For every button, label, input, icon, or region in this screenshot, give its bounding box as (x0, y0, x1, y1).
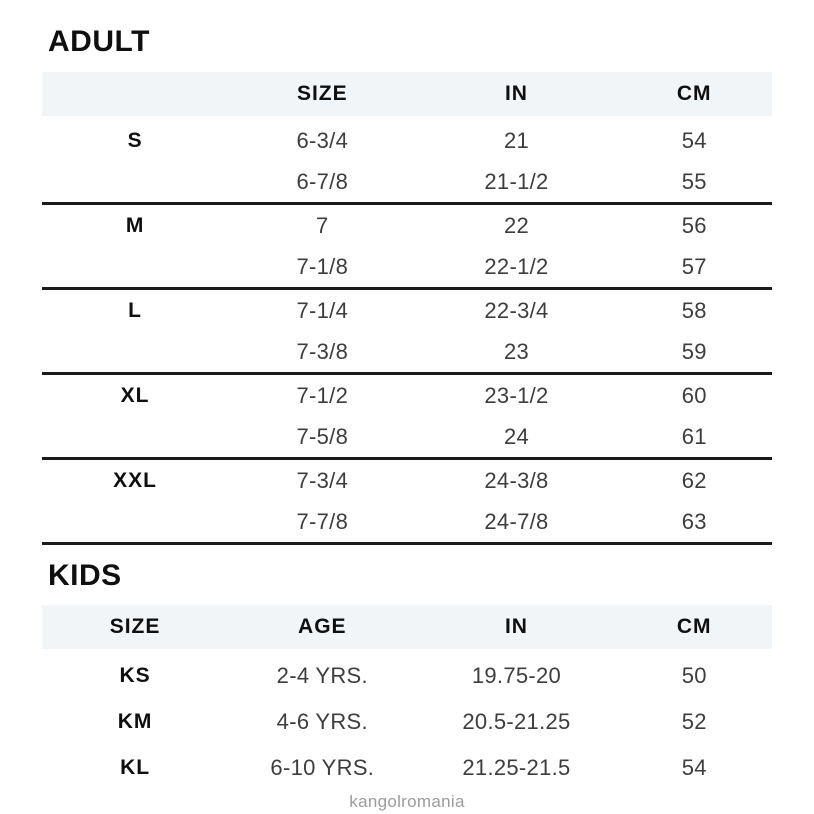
table-row (42, 416, 772, 457)
kids-header-size: SIZE (109, 615, 161, 638)
kids-size-label: KL (120, 756, 151, 779)
cm-value: 54 (681, 755, 707, 780)
age-value: 6-10 YRS. (270, 755, 375, 780)
table-row (42, 246, 772, 287)
kids-size-label: KS (119, 664, 151, 687)
size-value: 7-1/8 (296, 253, 349, 279)
in-value: 23 (503, 338, 530, 364)
in-value: 22 (503, 212, 530, 238)
cm-value: 62 (681, 467, 707, 493)
in-value: 21-1/2 (484, 168, 549, 194)
size-value: 6-3/4 (296, 127, 349, 153)
cm-value: 58 (681, 297, 707, 323)
kids-section-heading: KIDS (48, 559, 122, 592)
in-value: 22-3/4 (484, 297, 549, 323)
table-row (42, 120, 772, 161)
table-row (42, 460, 772, 501)
cm-value: 57 (681, 253, 707, 279)
in-value: 22-1/2 (484, 253, 549, 279)
table-row (42, 331, 772, 372)
in-value: 19.75-20 (471, 663, 562, 688)
table-row (42, 205, 772, 246)
table-row (42, 290, 772, 331)
cm-value: 56 (681, 212, 707, 238)
size-group-label: XL (120, 383, 150, 407)
table-row (42, 501, 772, 542)
size-value: 7-7/8 (296, 508, 349, 534)
kids-header-cm: CM (676, 615, 712, 638)
in-value: 21 (503, 127, 530, 153)
size-group-label: S (127, 128, 143, 152)
size-group-label: XXL (113, 468, 157, 492)
group-divider (42, 542, 772, 545)
adult-size-table (42, 72, 772, 545)
size-group-label: M (125, 213, 145, 237)
size-value: 7-5/8 (296, 423, 349, 449)
table-row (42, 375, 772, 416)
table-row (42, 161, 772, 202)
adult-table-header-row (42, 72, 772, 116)
table-row (42, 653, 772, 699)
size-value: 7-1/2 (296, 382, 349, 408)
kids-size-label: KM (117, 710, 153, 733)
size-value: 7-3/4 (296, 467, 349, 493)
cm-value: 55 (681, 168, 707, 194)
size-value: 7 (316, 212, 329, 238)
cm-value: 63 (681, 508, 707, 534)
in-value: 24-7/8 (484, 508, 549, 534)
in-value: 24-3/8 (484, 467, 549, 493)
table-row (42, 699, 772, 745)
age-value: 4-6 YRS. (276, 709, 368, 734)
in-value: 21.25-21.5 (462, 755, 571, 780)
table-row (42, 745, 772, 791)
kids-header-age: AGE (298, 615, 347, 638)
adult-header-in: IN (504, 82, 528, 105)
size-value: 6-7/8 (296, 168, 349, 194)
cm-value: 61 (681, 423, 707, 449)
adult-section-heading: ADULT (48, 25, 150, 58)
in-value: 24 (503, 423, 530, 449)
kids-header-in: IN (504, 615, 528, 638)
in-value: 23-1/2 (484, 382, 549, 408)
size-group-label: L (128, 298, 142, 322)
size-value: 7-3/8 (296, 338, 349, 364)
cm-value: 54 (681, 127, 707, 153)
cm-value: 59 (681, 338, 707, 364)
adult-header-cm: CM (676, 82, 712, 105)
cm-value: 50 (681, 663, 707, 688)
cm-value: 60 (681, 382, 707, 408)
adult-header-size: SIZE (296, 82, 348, 105)
in-value: 20.5-21.25 (462, 709, 571, 734)
kids-size-table (42, 605, 772, 791)
watermark-text: kangolromania (349, 792, 465, 811)
cm-value: 52 (681, 709, 707, 734)
kids-table-header-row (42, 605, 772, 649)
size-value: 7-1/4 (296, 297, 349, 323)
age-value: 2-4 YRS. (276, 663, 368, 688)
